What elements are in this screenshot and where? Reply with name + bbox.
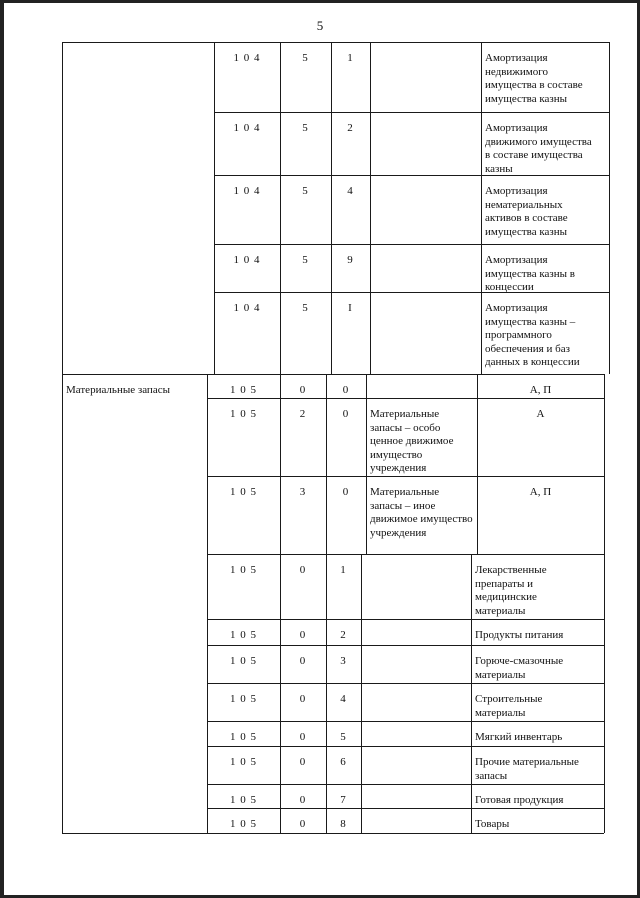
account-code: 1 0 5: [230, 384, 257, 396]
account-code: 1 0 4: [233, 122, 261, 134]
account-name-line: Товары: [475, 818, 510, 830]
account-code: 1 0 5: [230, 486, 257, 498]
analytic-code: 0: [299, 756, 307, 768]
table-grid-line: [62, 42, 63, 833]
account-name-line: казны: [485, 162, 513, 175]
account-code: 1 0 4: [233, 302, 261, 314]
table-grid-line: [207, 721, 604, 722]
account-code: 1 0 5: [230, 629, 257, 641]
analytic-code: 5: [302, 185, 309, 197]
account-name-line: Амортизация: [485, 302, 548, 314]
object-description: Материальные запасы – особо ценное движимое имущество учреждения: [370, 408, 454, 474]
table-grid-line: [331, 42, 332, 374]
table-grid-line: [370, 42, 371, 374]
account-code: 1 0 4: [233, 254, 261, 266]
account-name-line: запасы: [475, 769, 508, 782]
account-name-line: Амортизация: [485, 52, 548, 64]
analytic-code: 0: [299, 564, 307, 576]
account-name-line: имущества казны: [485, 92, 568, 105]
table-grid-line: [62, 42, 609, 43]
sub-code: 2: [347, 122, 354, 134]
analytic-code: 3: [299, 486, 307, 498]
analytic-code: 0: [299, 693, 307, 705]
account-name-line: препараты и: [475, 577, 533, 590]
account-code: 1 0 5: [230, 564, 257, 576]
analytic-code: 5: [302, 52, 309, 64]
page-number: 5: [316, 18, 324, 33]
sub-code: 4: [340, 693, 347, 705]
account-name-line: программного: [485, 329, 552, 341]
account-name-line: медицинские: [475, 591, 537, 603]
table-grid-line: [207, 683, 604, 684]
account-name-line: недвижимого: [485, 65, 548, 78]
table-grid-line: [326, 374, 327, 833]
account-name-line: Продукты питания: [475, 629, 564, 641]
account-name-line: материалы: [475, 668, 526, 681]
sub-code: 1: [347, 52, 354, 64]
analytic-code: 0: [299, 731, 307, 743]
sub-code: 0: [342, 486, 350, 498]
table-grid-line: [214, 112, 609, 113]
account-name-line: А, П: [529, 486, 552, 498]
analytic-code: 0: [299, 629, 307, 641]
table-grid-line: [471, 554, 472, 833]
sub-code: 2: [340, 629, 347, 641]
account-name-line: материалы: [475, 706, 526, 719]
account-name-line: Прочие материальные: [475, 756, 579, 768]
account-name-line: Амортизация: [485, 122, 548, 134]
account-code: 1 0 5: [230, 655, 257, 667]
sub-code: 3: [340, 655, 347, 667]
table-grid-line: [207, 619, 604, 620]
account-name-line: имущества казны в: [485, 267, 575, 280]
table-grid-line: [609, 42, 610, 374]
account-name-line: Готовая продукция: [475, 794, 564, 806]
analytic-code: 5: [302, 122, 309, 134]
account-name-line: имущества казны –: [485, 315, 576, 328]
sub-code: 6: [340, 756, 347, 768]
table-grid-line: [207, 784, 604, 785]
sub-code: 7: [340, 794, 347, 806]
account-name-line: А: [536, 408, 545, 420]
sub-code: 0: [342, 408, 350, 420]
sub-code: 5: [340, 731, 347, 743]
account-code: 1 0 4: [233, 185, 261, 197]
account-code: 1 0 5: [230, 818, 257, 830]
table-grid-line: [214, 42, 215, 374]
account-name-line: в составе имущества: [485, 149, 583, 161]
analytic-code: 0: [299, 818, 307, 830]
account-name-line: обеспечения и баз: [485, 342, 570, 355]
account-name-line: Строительные: [475, 693, 543, 705]
account-code: 1 0 5: [230, 693, 257, 705]
table-grid-line: [207, 746, 604, 747]
analytic-code: 0: [299, 384, 307, 396]
account-code: 1 0 5: [230, 756, 257, 768]
sub-code: 1: [340, 564, 347, 576]
account-name-line: Амортизация: [485, 254, 548, 266]
analytic-code: 5: [302, 302, 309, 314]
account-name-line: А, П: [529, 384, 552, 396]
table-grid-line: [280, 42, 281, 833]
table-grid-line: [207, 554, 604, 555]
sub-code: I: [348, 302, 353, 314]
table-grid-line: [366, 374, 367, 554]
account-code: 1 0 4: [233, 52, 261, 64]
account-code: 1 0 5: [230, 408, 257, 420]
account-name-line: движимого имущества: [485, 135, 592, 148]
account-name-line: нематериальных: [485, 198, 563, 211]
account-name-line: материалы: [475, 604, 526, 617]
table-grid-line: [481, 42, 482, 374]
account-name-line: Мягкий инвентарь: [475, 731, 563, 743]
analytic-code: 2: [299, 408, 307, 420]
sub-code: 4: [347, 185, 354, 197]
table-grid-line: [62, 833, 604, 834]
table-grid-line: [361, 554, 362, 833]
analytic-code: 0: [299, 794, 307, 806]
account-name-line: Амортизация: [485, 185, 548, 197]
table-grid-line: [477, 374, 478, 554]
table-grid-line: [604, 374, 605, 833]
account-code: 1 0 5: [230, 731, 257, 743]
sub-code: 9: [347, 254, 354, 266]
analytic-code: 5: [302, 254, 309, 266]
account-name-line: Лекарственные: [475, 564, 547, 576]
object-description: Материальные запасы – иное движимое имущество учреждения: [370, 486, 473, 539]
account-name-line: концессии: [485, 281, 534, 293]
sub-code: 0: [342, 384, 350, 396]
account-name-line: данных в концессии: [485, 356, 580, 368]
table-grid-line: [207, 808, 604, 809]
table-grid-line: [207, 374, 208, 833]
account-name-line: имущества казны: [485, 225, 568, 238]
table-grid-line: [207, 476, 604, 477]
account-code: 1 0 5: [230, 794, 257, 806]
sub-code: 8: [340, 818, 347, 830]
table-grid-line: [214, 244, 609, 245]
account-name-line: Горюче-смазочные: [475, 655, 564, 667]
account-name-line: имущества в составе: [485, 79, 583, 91]
account-name-line: активов в составе: [485, 212, 568, 224]
analytic-code: 0: [299, 655, 307, 667]
group-label: Материальные запасы: [66, 384, 170, 396]
table-grid-line: [207, 645, 604, 646]
table-grid-line: [207, 398, 604, 399]
table-grid-line: [62, 374, 604, 375]
